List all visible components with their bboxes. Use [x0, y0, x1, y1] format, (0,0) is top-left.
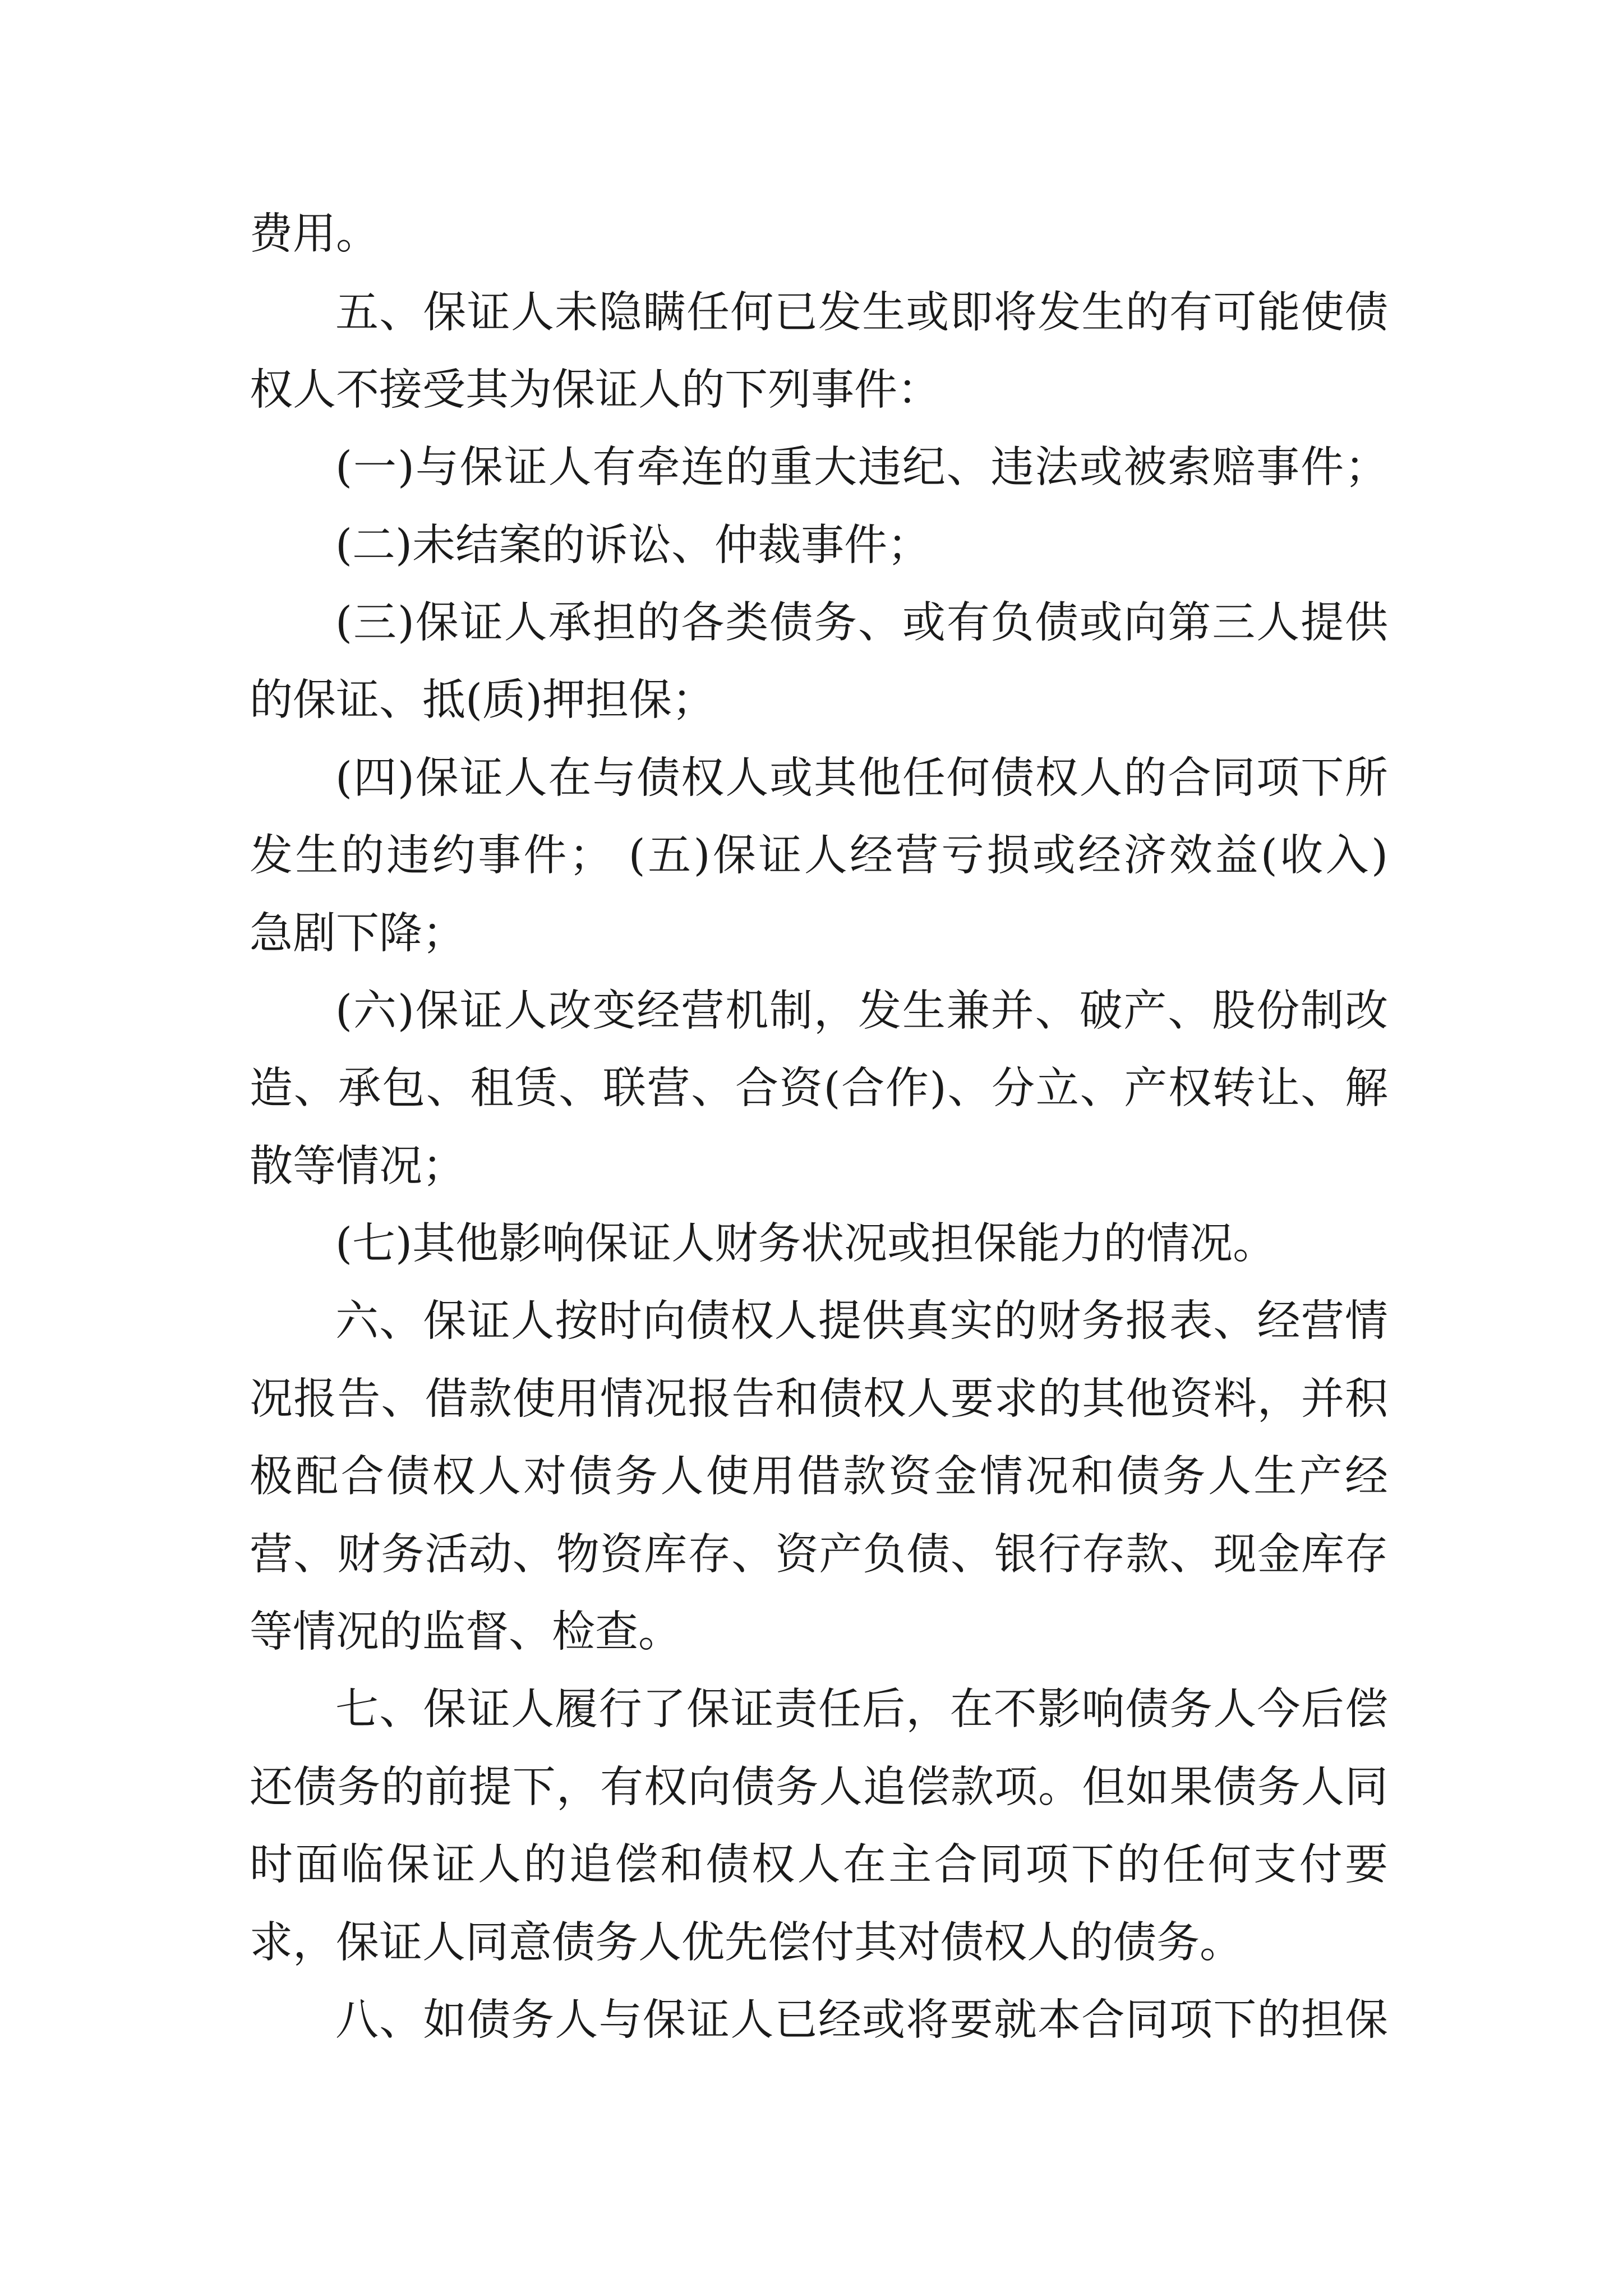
- text-line: 的保证、抵(质)押担保；: [250, 675, 716, 725]
- text-line: 急剧下降；: [250, 909, 465, 959]
- text-line: (六)保证人改变经营机制，发生兼并、破产、股份制改: [335, 986, 1388, 1036]
- text-line: 发生的违约事件； (五)保证人经营亏损或经济效益(收入): [250, 831, 1388, 881]
- text-line: (一)与保证人有牵连的重大违纪、违法或被索赔事件；: [335, 443, 1388, 493]
- text-line: 散等情况；: [250, 1142, 465, 1191]
- text-line: (四)保证人在与债权人或其他任何债权人的合同项下所: [335, 753, 1388, 803]
- text-line: (七)其他影响保证人财务状况或担保能力的情况。: [335, 1219, 1276, 1269]
- text-line: 还债务的前提下，有权向债务人追偿款项。但如果债务人同: [250, 1763, 1388, 1812]
- text-line: 造、承包、租赁、联营、合资(合作)、分立、产权转让、解: [250, 1064, 1388, 1114]
- text-line: 权人不接受其为保证人的下列事件：: [250, 365, 940, 415]
- text-line: 六、保证人按时向债权人提供真实的财务报表、经营情: [335, 1296, 1388, 1346]
- text-line: 五、保证人未隐瞒任何已发生或即将发生的有可能使债: [335, 288, 1388, 338]
- text-line: 营、财务活动、物资库存、资产负债、银行存款、现金库存: [250, 1530, 1388, 1580]
- text-line: 时面临保证人的追偿和债权人在主合同项下的任何支付要: [250, 1840, 1388, 1890]
- text-line: (二)未结案的诉讼、仲裁事件；: [335, 521, 931, 570]
- text-line: (三)保证人承担的各类债务、或有负债或向第三人提供: [335, 598, 1388, 648]
- text-line: 况报告、借款使用情况报告和债权人要求的其他资料，并积: [250, 1374, 1388, 1424]
- text-line: 等情况的监督、检查。: [250, 1607, 681, 1657]
- text-line: 求，保证人同意债务人优先偿付其对债权人的债务。: [250, 1918, 1243, 1968]
- text-line: 极配合债权人对债务人使用借款资金情况和债务人生产经: [250, 1452, 1388, 1502]
- text-line: 八、如债务人与保证人已经或将要就本合同项下的担保: [335, 1995, 1388, 2045]
- text-line: 七、保证人履行了保证责任后，在不影响债务人今后偿: [335, 1685, 1388, 1734]
- text-line: 费用。: [250, 209, 379, 259]
